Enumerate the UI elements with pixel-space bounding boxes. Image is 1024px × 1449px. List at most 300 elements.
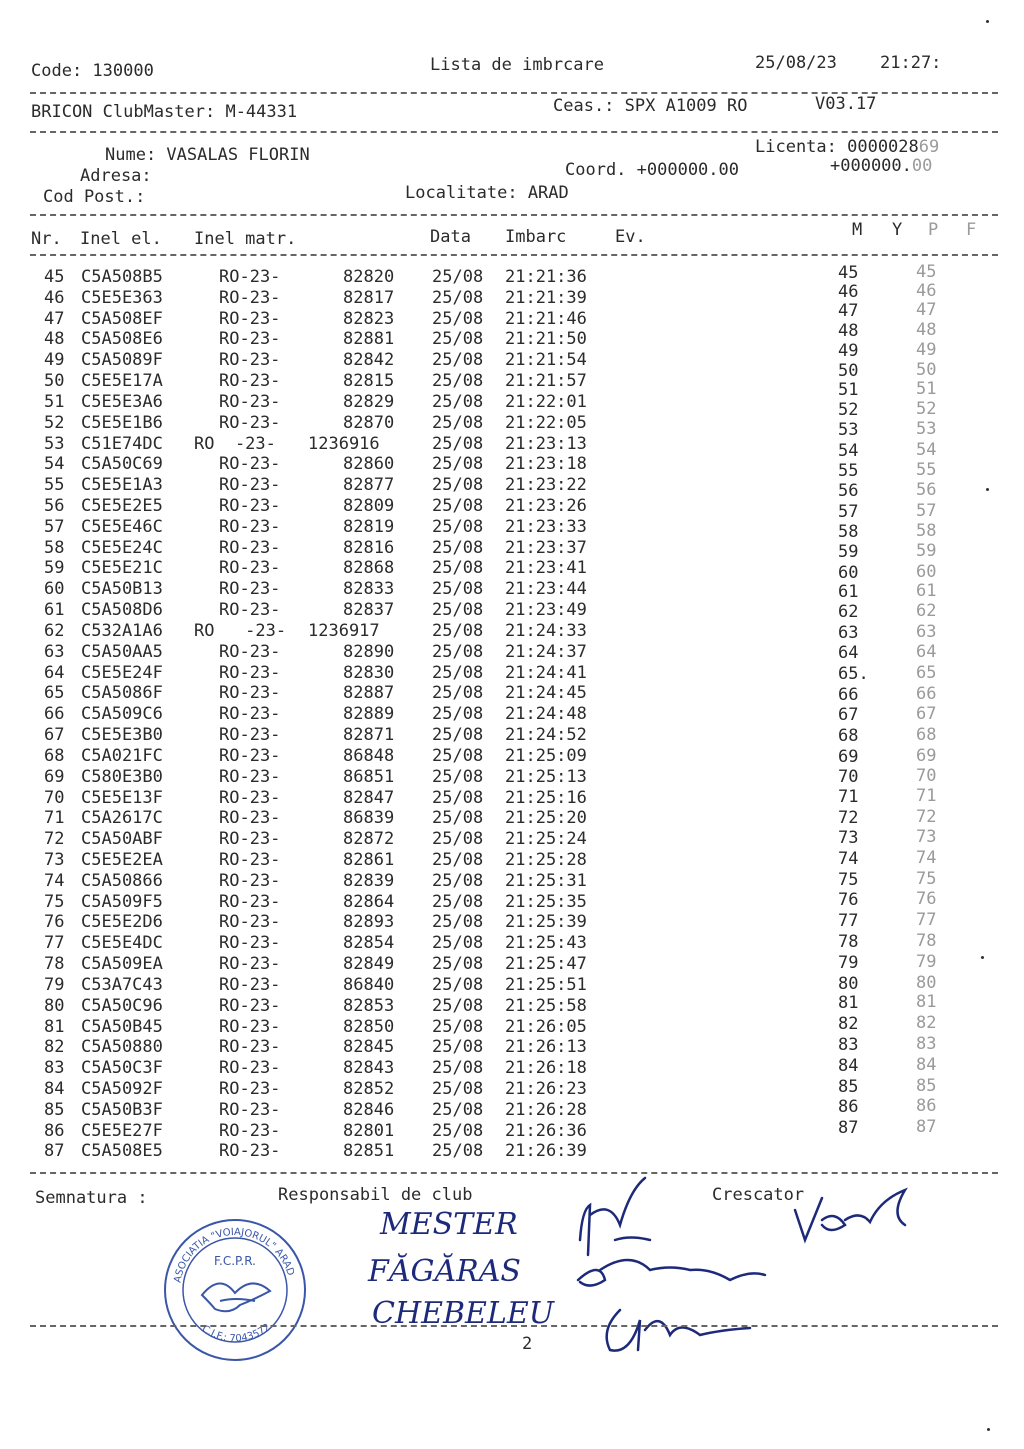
row-inel-number: 82853	[343, 995, 395, 1016]
row-inel-prefix: RO-23-	[219, 641, 281, 662]
row-inel-prefix: RO-23-	[219, 287, 281, 308]
row-m-position: 70	[838, 766, 859, 787]
row-time: 21:23:26	[505, 496, 587, 517]
row-p-position: 45	[916, 262, 937, 282]
row-inel-el: C5A5086F	[81, 683, 163, 704]
row-date: 25/08	[432, 1016, 484, 1037]
col-inel-el: Inel el.	[80, 229, 162, 249]
row-inel-number: 82815	[343, 371, 395, 392]
row-inel-prefix: RO-23-	[219, 829, 281, 850]
row-inel-number: 86839	[343, 808, 395, 829]
row-date: 25/08	[432, 1078, 484, 1099]
row-time: 21:26:05	[505, 1016, 587, 1037]
licenta-label	[755, 137, 939, 157]
col-ev: Ev.	[615, 227, 646, 247]
row-date: 25/08	[432, 371, 484, 392]
row-inel-number: 82847	[343, 787, 395, 808]
coord-second	[830, 156, 932, 176]
row-nr: 58	[44, 537, 65, 558]
row-nr: 63	[44, 641, 65, 662]
row-inel-number: 82852	[343, 1078, 395, 1099]
responsabil-label: Responsabil de club	[278, 1185, 473, 1205]
stamp-text-top: ASOCIATIA "VOIAJORUL" ARAD	[172, 1226, 296, 1284]
row-inel-el: C5A021FC	[81, 745, 163, 766]
col-nr: Nr.	[31, 229, 62, 249]
row-date: 25/08	[432, 766, 484, 787]
row-time: 21:25:24	[505, 829, 587, 850]
row-m-position: 55	[838, 461, 859, 481]
row-p-position: 74	[916, 848, 937, 869]
row-nr: 49	[44, 350, 65, 371]
row-p-position: 81	[916, 992, 937, 1013]
row-nr: 62	[44, 620, 65, 641]
row-time: 21:25:20	[505, 808, 587, 829]
row-inel-number: 82829	[343, 391, 395, 412]
row-m-position: 64	[838, 643, 859, 664]
row-m-position: 54	[838, 441, 859, 462]
row-date: 25/08	[432, 995, 484, 1016]
row-m-position: 51	[838, 380, 859, 401]
row-m-position: 79	[838, 952, 859, 973]
row-p-position: 84	[916, 1055, 937, 1076]
row-inel-el: C5E5E4DC	[81, 933, 163, 954]
row-m-position: 84	[838, 1056, 859, 1077]
coord-second-value: +000000.	[830, 156, 912, 176]
row-nr: 71	[44, 808, 65, 829]
row-inel-el: C5E5E27F	[81, 1120, 163, 1141]
row-nr: 70	[44, 787, 65, 808]
row-time: 21:25:39	[505, 912, 587, 933]
row-date: 25/08	[432, 412, 484, 433]
row-m-position: 48	[838, 320, 859, 341]
row-m-position: 83	[838, 1035, 859, 1056]
row-inel-prefix: RO-23-	[219, 683, 281, 704]
row-inel-el: C5E5E21C	[81, 558, 163, 579]
row-date: 25/08	[432, 974, 484, 995]
row-m-position: 66	[838, 684, 859, 705]
row-nr: 79	[44, 974, 65, 995]
row-inel-number: 82871	[343, 725, 395, 746]
col-f: F	[966, 220, 977, 240]
row-nr: 57	[44, 516, 65, 537]
row-inel-el: C5E5E2D6	[81, 912, 163, 933]
row-date: 25/08	[432, 829, 484, 850]
divider	[30, 131, 998, 133]
row-nr: 64	[44, 662, 65, 683]
row-inel-prefix: RO-23-	[219, 558, 281, 579]
row-time: 21:23:18	[505, 454, 587, 475]
handwritten-name-3: CHEBELEU	[372, 1296, 555, 1331]
row-inel-prefix: RO-23-	[219, 891, 281, 912]
row-p-position: 62	[916, 601, 937, 622]
row-inel-number: 82889	[343, 704, 395, 725]
row-inel-el: C5E5E1B6	[81, 412, 163, 433]
row-m-position: 57	[838, 501, 859, 522]
divider	[30, 254, 998, 256]
row-inel-prefix: RO-23-	[219, 1141, 281, 1162]
row-date: 25/08	[432, 933, 484, 954]
row-inel-el: C5A50B3F	[81, 1099, 163, 1120]
row-m-position: 53	[838, 420, 859, 441]
row-inel-prefix: RO-23-	[219, 1016, 281, 1037]
signature-responsabil-1	[580, 1178, 650, 1255]
row-p-position: 53	[916, 419, 937, 440]
row-m-position: 78	[838, 931, 859, 952]
row-inel-el: C53A7C43	[81, 974, 163, 995]
col-inel-matr: Inel matr.	[194, 229, 297, 249]
row-inel-el: C5E5E363	[81, 287, 163, 308]
row-date: 25/08	[432, 662, 484, 683]
row-nr: 55	[44, 475, 65, 496]
row-inel-number: 82851	[343, 1141, 395, 1162]
row-m-position: 72	[838, 808, 859, 829]
ceas-label: Ceas.: SPX A1009 RO	[553, 96, 748, 116]
row-time: 21:26:23	[505, 1078, 587, 1099]
row-inel-number: 82843	[343, 1058, 395, 1079]
row-inel-prefix: RO-23-	[219, 870, 281, 891]
row-time: 21:24:33	[505, 620, 587, 641]
row-p-position: 69	[916, 745, 937, 766]
row-p-position: 58	[916, 520, 937, 541]
row-time: 21:25:58	[505, 995, 587, 1016]
row-date: 25/08	[432, 849, 484, 870]
row-inel-number: 82819	[343, 516, 395, 537]
row-inel-number: 82893	[343, 912, 395, 933]
row-inel-prefix: RO-23-	[219, 600, 281, 621]
row-date: 25/08	[432, 704, 484, 725]
row-inel-number: 86848	[343, 745, 395, 766]
row-inel-el: C5A508D6	[81, 600, 163, 621]
row-m-position: 47	[838, 300, 859, 321]
row-p-position: 85	[916, 1076, 937, 1096]
row-date: 25/08	[432, 912, 484, 933]
code-label: Code: 130000	[31, 61, 154, 81]
row-p-position: 66	[916, 683, 937, 704]
row-p-position: 70	[916, 765, 937, 786]
row-m-position: 65.	[838, 664, 869, 684]
row-nr: 73	[44, 849, 65, 870]
coord-second-faded: 00	[911, 156, 933, 176]
row-inel-el: C5A508B5	[81, 267, 163, 287]
print-time-value: 21:27:	[880, 53, 942, 73]
row-m-position: 81	[838, 993, 859, 1014]
row-time: 21:26:28	[505, 1099, 587, 1120]
row-m-position: 46	[838, 281, 859, 302]
row-inel-el: C5A509C6	[81, 704, 163, 725]
row-date: 25/08	[432, 745, 484, 766]
row-date: 25/08	[432, 870, 484, 891]
print-time	[880, 53, 941, 73]
row-p-position: 47	[916, 299, 937, 320]
row-inel-prefix: RO-23-	[219, 350, 281, 371]
row-time: 21:26:18	[505, 1058, 587, 1079]
row-inel-number: 82820	[343, 267, 395, 287]
row-date: 25/08	[432, 496, 484, 517]
row-inel-number: 82817	[343, 287, 395, 308]
row-inel-number: 82887	[343, 683, 395, 704]
row-inel-prefix: RO-23-	[219, 1120, 281, 1141]
row-inel-prefix: RO-23-	[219, 267, 281, 287]
row-m-position: 75	[838, 870, 859, 890]
row-time: 21:23:37	[505, 537, 587, 558]
row-inel-number: 82809	[343, 496, 395, 517]
row-inel-prefix: RO-23-	[219, 412, 281, 433]
row-time: 21:22:01	[505, 391, 587, 412]
row-inel-el: C5E5E13F	[81, 787, 163, 808]
row-time: 21:23:22	[505, 475, 587, 496]
signatures	[560, 1170, 980, 1360]
row-inel-el: C5A2617C	[81, 808, 163, 829]
row-inel-number: 86840	[343, 974, 395, 995]
row-inel-el: C5A508EF	[81, 308, 163, 329]
row-inel-prefix: RO-23-	[219, 516, 281, 537]
row-inel-prefix: RO-23-	[219, 454, 281, 475]
row-time: 21:26:36	[505, 1120, 587, 1141]
row-inel-number: 82845	[343, 1037, 395, 1058]
row-time: 21:26:39	[505, 1141, 587, 1162]
row-date: 25/08	[432, 725, 484, 746]
row-inel-number: 1236917	[308, 620, 380, 641]
row-inel-number: 82837	[343, 600, 395, 621]
adresa-label: Adresa:	[80, 166, 152, 186]
stamp-text-mid: F.C.P.R.	[214, 1254, 256, 1268]
row-inel-number: 82870	[343, 412, 395, 433]
row-time: 21:25:28	[505, 849, 587, 870]
row-p-position: 75	[916, 869, 937, 889]
row-inel-prefix: RO-23-	[219, 912, 281, 933]
row-p-position: 50	[916, 359, 937, 380]
row-inel-el: C5E5E2EA	[81, 849, 163, 870]
row-inel-prefix: RO -23-	[194, 620, 287, 641]
row-p-position: 67	[916, 703, 937, 724]
row-m-position: 74	[838, 849, 859, 870]
row-inel-number: 82861	[343, 849, 395, 870]
row-nr: 59	[44, 558, 65, 579]
row-nr: 52	[44, 412, 65, 433]
row-nr: 67	[44, 725, 65, 746]
nume-label: Nume: VASALAS FLORIN	[105, 145, 310, 165]
row-p-position: 71	[916, 786, 937, 807]
row-time: 21:23:33	[505, 516, 587, 537]
row-date: 25/08	[432, 558, 484, 579]
row-nr: 80	[44, 995, 65, 1016]
row-inel-prefix: RO-23-	[219, 704, 281, 725]
row-time: 21:24:37	[505, 641, 587, 662]
row-inel-number: 82881	[343, 329, 395, 350]
row-inel-prefix: RO-23-	[219, 475, 281, 496]
row-m-position: 71	[838, 787, 859, 808]
row-time: 21:24:41	[505, 662, 587, 683]
row-nr: 56	[44, 496, 65, 517]
row-nr: 77	[44, 933, 65, 954]
row-nr: 81	[44, 1016, 65, 1037]
row-inel-el: C5A5092F	[81, 1078, 163, 1099]
row-p-position: 80	[916, 972, 937, 993]
row-inel-number: 82868	[343, 558, 395, 579]
row-inel-el: C5E5E3A6	[81, 391, 163, 412]
divider	[30, 1325, 998, 1327]
row-inel-el: C5E5E24C	[81, 537, 163, 558]
row-time: 21:21:39	[505, 287, 587, 308]
row-nr: 85	[44, 1099, 65, 1120]
row-inel-number: 82890	[343, 641, 395, 662]
row-p-position: 63	[916, 622, 937, 643]
row-p-position: 76	[916, 888, 937, 909]
row-p-position: 49	[916, 339, 937, 360]
row-p-position: 59	[916, 540, 937, 561]
row-time: 21:25:31	[505, 870, 587, 891]
row-nr: 61	[44, 600, 65, 621]
row-nr: 53	[44, 433, 65, 454]
signature-crescator	[795, 1190, 905, 1240]
row-nr: 65	[44, 683, 65, 704]
print-date: 25/08/23	[755, 53, 837, 73]
row-inel-prefix: RO-23-	[219, 849, 281, 870]
row-time: 21:25:16	[505, 787, 587, 808]
row-inel-prefix: RO-23-	[219, 371, 281, 392]
row-time: 21:25:13	[505, 766, 587, 787]
row-inel-el: C5E5E3B0	[81, 725, 163, 746]
row-p-position: 57	[916, 500, 937, 521]
row-inel-prefix: RO-23-	[219, 537, 281, 558]
row-inel-el: C5A5089F	[81, 350, 163, 371]
row-nr: 54	[44, 454, 65, 475]
codpost-label: Cod Post.:	[43, 187, 146, 207]
row-inel-number: 82849	[343, 954, 395, 975]
row-inel-el: C5A50C69	[81, 454, 163, 475]
handwritten-name-1: MESTER	[380, 1207, 518, 1242]
row-inel-prefix: RO-23-	[219, 1058, 281, 1079]
club-label: BRICON ClubMaster: M-44331	[31, 102, 298, 122]
row-inel-prefix: RO-23-	[219, 933, 281, 954]
scan-speck	[986, 20, 989, 23]
row-inel-el: C5A508E5	[81, 1141, 163, 1162]
row-inel-el: C5A50B13	[81, 579, 163, 600]
row-inel-el: C5E5E17A	[81, 371, 163, 392]
row-time: 21:21:50	[505, 329, 587, 350]
row-inel-prefix: RO-23-	[219, 745, 281, 766]
row-inel-el: C5E5E46C	[81, 516, 163, 537]
row-m-position: 68	[838, 725, 859, 746]
row-date: 25/08	[432, 683, 484, 704]
row-date: 25/08	[432, 475, 484, 496]
row-time: 21:25:51	[505, 974, 587, 995]
col-m: M	[852, 220, 863, 240]
row-inel-number: 82830	[343, 662, 395, 683]
row-inel-el: C532A1A6	[81, 620, 163, 641]
row-date: 25/08	[432, 891, 484, 912]
row-nr: 82	[44, 1037, 65, 1058]
row-inel-prefix: RO-23-	[219, 766, 281, 787]
divider	[30, 214, 998, 216]
row-nr: 87	[44, 1141, 65, 1162]
row-inel-el: C5E5E24F	[81, 662, 163, 683]
row-date: 25/08	[432, 287, 484, 308]
row-time: 21:25:35	[505, 891, 587, 912]
row-m-position: 87	[838, 1117, 859, 1138]
row-nr: 46	[44, 287, 65, 308]
row-date: 25/08	[432, 1099, 484, 1120]
row-p-position: 83	[916, 1034, 937, 1055]
row-inel-prefix: RO-23-	[219, 391, 281, 412]
row-inel-number: 82842	[343, 350, 395, 371]
row-p-position: 78	[916, 930, 937, 951]
row-time: 21:22:05	[505, 412, 587, 433]
row-p-position: 51	[916, 379, 937, 400]
col-p: P	[928, 220, 939, 240]
row-m-position: 52	[838, 400, 859, 421]
page-number: 2	[522, 1334, 533, 1354]
row-m-position: 63	[838, 623, 859, 644]
col-y: Y	[892, 220, 903, 240]
row-p-position: 61	[916, 581, 937, 602]
row-date: 25/08	[432, 350, 484, 371]
row-m-position: 80	[838, 973, 859, 994]
row-inel-el: C580E3B0	[81, 766, 163, 787]
row-inel-number: 86851	[343, 766, 395, 787]
scan-speck	[986, 488, 989, 491]
row-nr: 75	[44, 891, 65, 912]
row-date: 25/08	[432, 537, 484, 558]
row-inel-el: C5A50866	[81, 870, 163, 891]
row-nr: 74	[44, 870, 65, 891]
row-inel-prefix: RO -23-	[194, 433, 276, 454]
stamp-text-bottom: C.I.F.: 7043572	[199, 1321, 273, 1345]
row-inel-el: C5A50C96	[81, 995, 163, 1016]
row-p-position: 65	[916, 663, 937, 683]
signature-responsabil-2	[578, 1260, 765, 1286]
row-inel-number: 1236916	[308, 433, 380, 454]
row-nr: 45	[44, 267, 65, 287]
row-m-position: 50	[838, 360, 859, 381]
row-p-position: 82	[916, 1013, 937, 1034]
row-date: 25/08	[432, 787, 484, 808]
row-time: 21:21:57	[505, 371, 587, 392]
row-inel-prefix: RO-23-	[219, 1037, 281, 1058]
row-m-position: 73	[838, 828, 859, 849]
row-nr: 66	[44, 704, 65, 725]
row-m-position: 60	[838, 562, 859, 583]
row-m-position: 56	[838, 480, 859, 501]
col-data: Data	[430, 227, 471, 247]
row-inel-el: C5A50C3F	[81, 1058, 163, 1079]
row-m-position: 61	[838, 582, 859, 603]
row-nr: 48	[44, 329, 65, 350]
row-m-position: 69	[838, 746, 859, 767]
row-m-position: 86	[838, 1096, 859, 1117]
row-inel-number: 82823	[343, 308, 395, 329]
row-date: 25/08	[432, 391, 484, 412]
row-p-position: 68	[916, 724, 937, 745]
handwritten-name-2: FĂGĂRAS	[368, 1254, 521, 1289]
row-m-position: 59	[838, 541, 859, 562]
row-time: 21:25:47	[505, 954, 587, 975]
row-date: 25/08	[432, 1141, 484, 1162]
row-nr: 83	[44, 1058, 65, 1079]
row-inel-prefix: RO-23-	[219, 974, 281, 995]
row-inel-el: C5A50ABF	[81, 829, 163, 850]
licenta-faded: 69	[918, 137, 940, 157]
licenta-value: Licenta: 0000028	[755, 137, 919, 157]
row-date: 25/08	[432, 454, 484, 475]
row-time: 21:23:13	[505, 433, 587, 454]
row-time: 21:25:09	[505, 745, 587, 766]
row-inel-el: C5E5E1A3	[81, 475, 163, 496]
row-inel-el: C51E74DC	[81, 433, 163, 454]
row-time: 21:24:45	[505, 683, 587, 704]
row-time: 21:23:49	[505, 600, 587, 621]
row-nr: 69	[44, 766, 65, 787]
